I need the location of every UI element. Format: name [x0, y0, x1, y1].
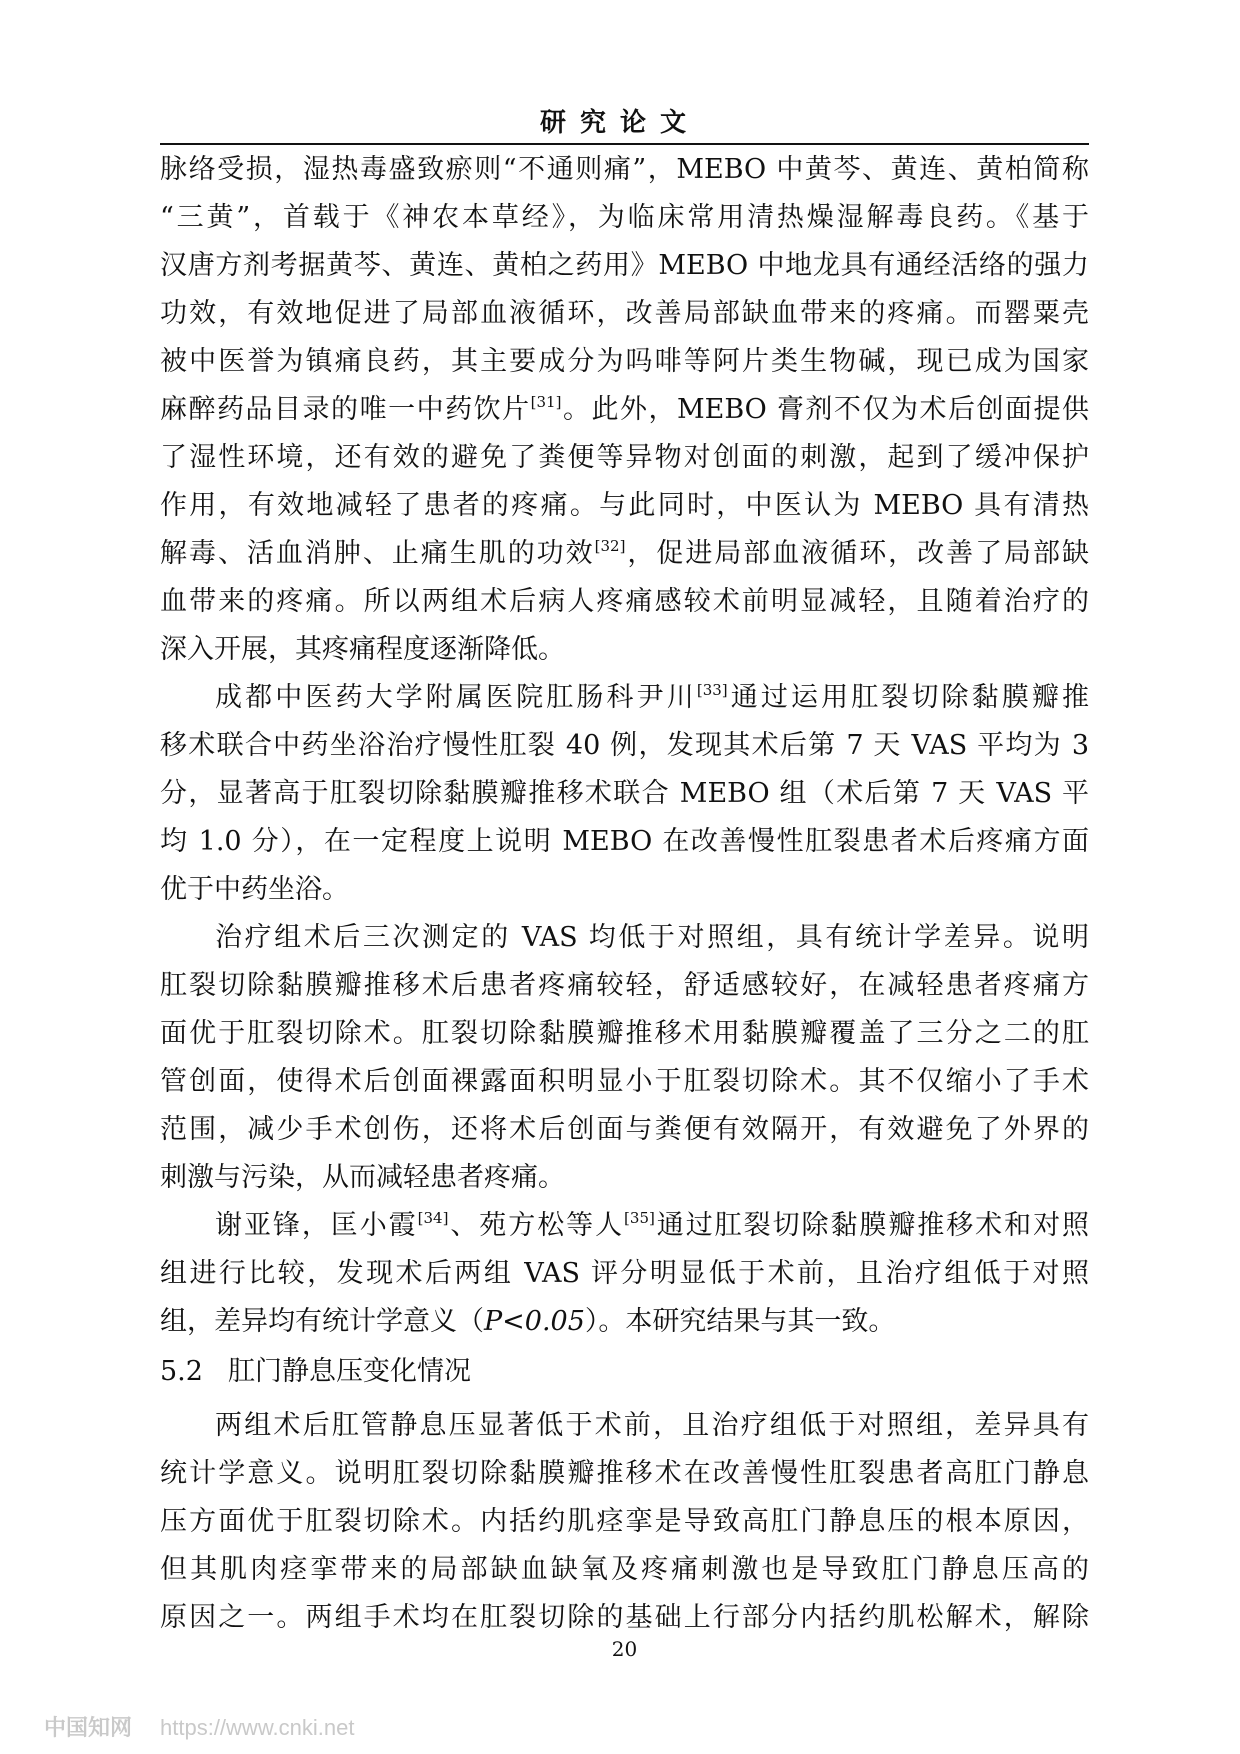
section-heading	[160, 1348, 471, 1396]
text-line: 原因之一。两组手术均在肛裂切除的基础上行部分内括约肌松解术，解除	[160, 1602, 1089, 1633]
p-value: P<0.05	[484, 1306, 585, 1337]
text-line: 作用，有效地减轻了患者的疼痛。与此同时，中医认为 MEBO 具有清热	[160, 490, 1089, 521]
text-line: 了湿性环境，还有效的避免了粪便等异物对创面的刺激，起到了缓冲保护	[160, 442, 1089, 473]
citation-ref: [32]	[594, 537, 626, 555]
text-segment: 成都中医药大学附属医院肛肠科尹川	[215, 682, 697, 713]
text-segment: 、苑方松等人	[448, 1210, 625, 1241]
text-segment: 解毒、活血消肿、止痛生肌的功效	[160, 538, 595, 569]
text-line: 功效，有效地促进了局部血液循环，改善局部缺血带来的疼痛。而罂粟壳	[160, 298, 1089, 329]
text-line	[160, 1298, 1089, 1346]
citation-ref: [33]	[696, 681, 728, 699]
text-line: 统计学意义。说明肛裂切除黏膜瓣推移术在改善慢性肛裂患者高肛门静息	[160, 1458, 1089, 1489]
watermark-logo: 中国知网	[44, 1715, 133, 1740]
text-line: 管创面，使得术后创面裸露面积明显小于肛裂切除术。其不仅缩小了手术	[160, 1066, 1089, 1097]
text-line: 范围，减少手术创伤，还将术后创面与粪便有效隔开，有效避免了外界的	[160, 1114, 1089, 1145]
text-segment: 通过运用肛裂切除黏膜瓣推	[727, 682, 1089, 713]
text-line: 被中医誉为镇痛良药，其主要成分为吗啡等阿片类生物碱，现已成为国家	[160, 346, 1089, 377]
text-segment: 麻醉药品目录的唯一中药饮片	[160, 394, 531, 425]
text-line: 组进行比较，发现术后两组 VAS 评分明显低于术前，且治疗组低于对照	[160, 1258, 1089, 1289]
text-line: 优于中药坐浴。	[160, 874, 349, 905]
text-segment: ，促进局部血液循环，改善了局部缺	[625, 538, 1089, 569]
text-line: 血带来的疼痛。所以两组术后病人疼痛感较术前明显减轻，且随着治疗的	[160, 586, 1089, 617]
page-number: 20	[611, 1637, 638, 1661]
text-line: 移术联合中药坐浴治疗慢性肛裂 40 例，发现其术后第 7 天 VAS 平均为 3	[160, 730, 1089, 761]
section-title: 肛门静息压变化情况	[228, 1356, 471, 1387]
text-line: “三黄”，首载于《神农本草经》，为临床常用清热燥湿解毒良药。《基于	[160, 202, 1089, 233]
citation-ref: [34]	[417, 1209, 449, 1227]
text-line: 均 1.0 分），在一定程度上说明 MEBO 在改善慢性肛裂患者术后疼痛方面	[160, 826, 1089, 857]
watermark-url: https://www.cnki.net	[160, 1715, 355, 1740]
text-segment: 通过肛裂切除黏膜瓣推移术和对照	[654, 1210, 1089, 1241]
citation-ref: [31]	[530, 393, 562, 411]
text-line: 深入开展，其疼痛程度逐渐降低。	[160, 634, 565, 665]
text-line	[160, 530, 1089, 578]
citation-ref: [35]	[624, 1209, 655, 1227]
header-title: 研究论文	[539, 108, 700, 138]
text-line: 汉唐方剂考据黄芩、黄连、黄柏之药用》MEBO 中地龙具有通经活络的强力	[160, 250, 1089, 281]
text-segment: 。此外，MEBO 膏剂不仅为术后创面提供	[561, 394, 1089, 425]
text-line: 但其肌肉痉挛带来的局部缺血缺氧及疼痛刺激也是导致肛门静息压高的	[160, 1554, 1089, 1585]
text-line: 肛裂切除黏膜瓣推移术后患者疼痛较轻，舒适感较好，在减轻患者疼痛方	[160, 970, 1089, 1001]
text-line: 分，显著高于肛裂切除黏膜瓣推移术联合 MEBO 组（术后第 7 天 VAS 平	[160, 778, 1089, 809]
text-line: 面优于肛裂切除术。肛裂切除黏膜瓣推移术用黏膜瓣覆盖了三分之二的肛	[160, 1018, 1089, 1049]
text-segment: 组，差异均有统计学意义（	[160, 1306, 484, 1337]
section-number: 5.2	[160, 1356, 203, 1387]
text-segment: 谢亚锋，匡小霞	[215, 1210, 418, 1241]
text-line: 治疗组术后三次测定的 VAS 均低于对照组，具有统计学差异。说明	[215, 922, 1089, 953]
text-line	[215, 1202, 1089, 1250]
text-line: 刺激与污染，从而减轻患者疼痛。	[160, 1162, 565, 1193]
text-line: 两组术后肛管静息压显著低于术前，且治疗组低于对照组，差异具有	[215, 1410, 1089, 1441]
text-line	[160, 386, 1089, 434]
text-line: 压方面优于肛裂切除术。内括约肌痉挛是导致高肛门静息压的根本原因，	[160, 1506, 1089, 1537]
watermark	[44, 1711, 354, 1742]
text-segment: ）。本研究结果与其一致。	[584, 1306, 896, 1337]
header-rule	[160, 143, 1089, 145]
text-line	[215, 674, 1089, 722]
text-line: 脉络受损，湿热毒盛致瘀则“不通则痛”，MEBO 中黄芩、黄连、黄柏简称	[160, 154, 1089, 185]
